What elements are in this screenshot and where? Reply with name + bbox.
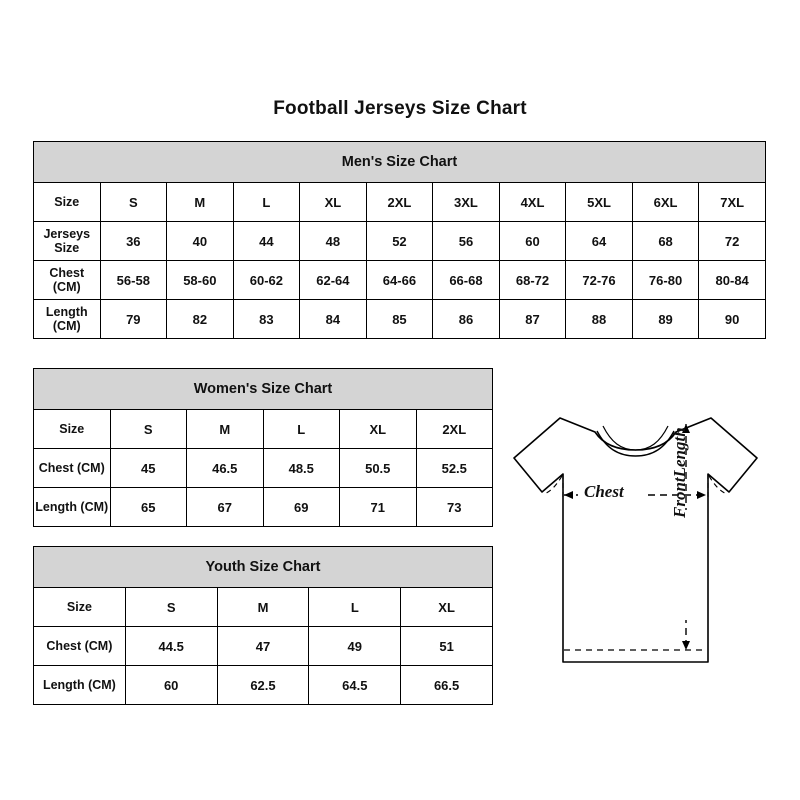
cell: 71 — [340, 488, 417, 527]
mens-table — [33, 141, 766, 339]
cell: 58-60 — [167, 261, 234, 300]
cell: 48.5 — [263, 449, 340, 488]
cell: 89 — [632, 300, 699, 339]
cell: 48 — [300, 222, 367, 261]
womens-size-chart-table — [33, 368, 493, 527]
table-row — [34, 627, 493, 666]
womens-table-caption: Women's Size Chart — [34, 369, 493, 410]
cell: 90 — [699, 300, 766, 339]
cell: 73 — [416, 488, 493, 527]
row-label: Chest (CM) — [34, 261, 101, 300]
youth-table-caption: Youth Size Chart — [34, 547, 493, 588]
cell: M — [217, 588, 309, 627]
cell: XL — [300, 183, 367, 222]
womens-table-head — [34, 369, 493, 410]
cell: 60-62 — [233, 261, 300, 300]
cell: 83 — [233, 300, 300, 339]
cell: 6XL — [632, 183, 699, 222]
table-row — [34, 449, 493, 488]
cell: S — [100, 183, 167, 222]
cell: M — [167, 183, 234, 222]
cell: 44.5 — [125, 627, 217, 666]
cell: 66-68 — [433, 261, 500, 300]
table-row — [34, 588, 493, 627]
youth-table-head — [34, 547, 493, 588]
cell: 60 — [125, 666, 217, 705]
cell: 64 — [566, 222, 633, 261]
cell: 2XL — [416, 410, 493, 449]
cell: 44 — [233, 222, 300, 261]
cell: 46.5 — [187, 449, 264, 488]
cell: 82 — [167, 300, 234, 339]
cell: 50.5 — [340, 449, 417, 488]
cell: 79 — [100, 300, 167, 339]
cell: 84 — [300, 300, 367, 339]
cell: L — [233, 183, 300, 222]
cell: 80-84 — [699, 261, 766, 300]
cell: 62.5 — [217, 666, 309, 705]
cell: 60 — [499, 222, 566, 261]
cell: 56 — [433, 222, 500, 261]
row-label: Size — [34, 183, 101, 222]
cell: L — [263, 410, 340, 449]
cell: 52.5 — [416, 449, 493, 488]
row-label: Chest (CM) — [34, 627, 126, 666]
cell: 40 — [167, 222, 234, 261]
row-label: Chest (CM) — [34, 449, 111, 488]
table-row — [34, 369, 493, 410]
cell: 66.5 — [401, 666, 493, 705]
table-row — [34, 410, 493, 449]
cell: S — [125, 588, 217, 627]
cell: 2XL — [366, 183, 433, 222]
page-title: Football Jerseys Size Chart — [273, 98, 527, 119]
cell: 86 — [433, 300, 500, 339]
cell: 56-58 — [100, 261, 167, 300]
table-row — [34, 547, 493, 588]
front-length-measurement-label: FrontLength — [670, 427, 689, 518]
table-row — [34, 488, 493, 527]
cell: 87 — [499, 300, 566, 339]
chest-measurement-label: Chest — [584, 482, 624, 501]
cell: 88 — [566, 300, 633, 339]
row-label: Length (CM) — [34, 666, 126, 705]
cell: 64-66 — [366, 261, 433, 300]
youth-table-body — [34, 588, 493, 705]
cell: XL — [340, 410, 417, 449]
mens-size-chart-table — [33, 141, 766, 339]
cell: 69 — [263, 488, 340, 527]
cell: 68 — [632, 222, 699, 261]
cell: 62-64 — [300, 261, 367, 300]
cell: 72-76 — [566, 261, 633, 300]
cell: 45 — [110, 449, 187, 488]
cell: 36 — [100, 222, 167, 261]
cell: 72 — [699, 222, 766, 261]
cell: 49 — [309, 627, 401, 666]
table-row — [34, 300, 766, 339]
cell: XL — [401, 588, 493, 627]
table-row — [34, 222, 766, 261]
cell: 68-72 — [499, 261, 566, 300]
cell: 65 — [110, 488, 187, 527]
cell: 76-80 — [632, 261, 699, 300]
cell: S — [110, 410, 187, 449]
table-row — [34, 183, 766, 222]
row-label: Size — [34, 588, 126, 627]
row-label: Jerseys Size — [34, 222, 101, 261]
womens-table — [33, 368, 493, 527]
cell: 52 — [366, 222, 433, 261]
row-label: Length (CM) — [34, 300, 101, 339]
table-row — [34, 261, 766, 300]
womens-table-body — [34, 410, 493, 527]
cell: 4XL — [499, 183, 566, 222]
jersey-measurement-diagram — [500, 400, 790, 700]
cell: 5XL — [566, 183, 633, 222]
row-label: Length (CM) — [34, 488, 111, 527]
table-row — [34, 666, 493, 705]
youth-table — [33, 546, 493, 705]
table-row — [34, 142, 766, 183]
mens-table-head — [34, 142, 766, 183]
mens-table-caption: Men's Size Chart — [34, 142, 766, 183]
cell: 51 — [401, 627, 493, 666]
jersey-outline-icon — [500, 400, 790, 700]
cell: L — [309, 588, 401, 627]
youth-size-chart-table — [33, 546, 493, 705]
cell: M — [187, 410, 264, 449]
mens-table-body — [34, 183, 766, 339]
cell: 7XL — [699, 183, 766, 222]
cell: 67 — [187, 488, 264, 527]
cell: 47 — [217, 627, 309, 666]
row-label: Size — [34, 410, 111, 449]
cell: 64.5 — [309, 666, 401, 705]
cell: 85 — [366, 300, 433, 339]
cell: 3XL — [433, 183, 500, 222]
